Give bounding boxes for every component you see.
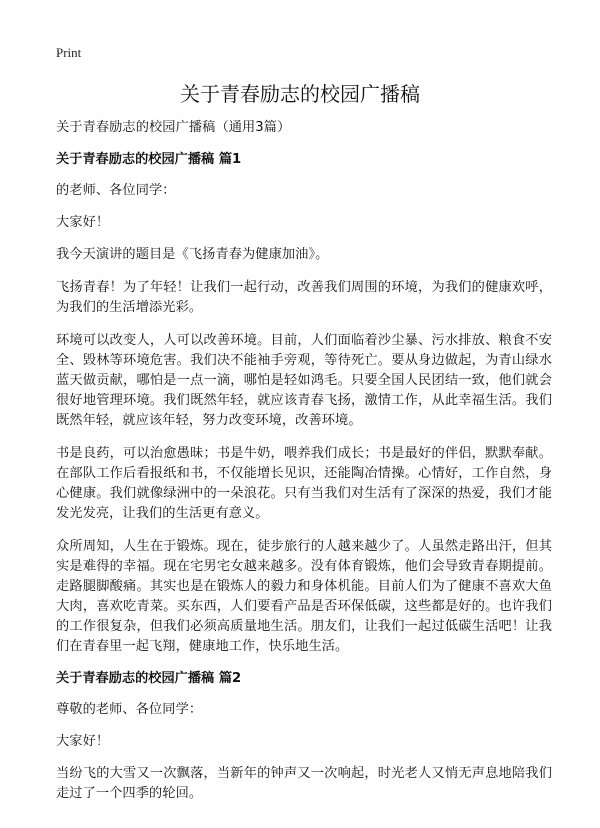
print-link[interactable]: Print — [56, 45, 82, 60]
page-title: 关于青春励志的校园广播稿 — [180, 82, 420, 106]
document-subtitle: 关于青春励志的校园广播稿（通用3篇） — [56, 120, 291, 135]
paragraph: 尊敬的老师、各位同学： — [56, 702, 203, 717]
paragraph: 环境可以改变人，人可以改善环境。目前，人们面临着沙尘暴、污水排放、粮食不安全、毁林等环境危害。我们决不能袖手旁观，等待死亡。要从身边做起，为青山绿水蓝天做贡献，哪怕是一点一滴，哪怕是轻如鸿毛。只要全国人民团结一致，他们就会很好地管理环境。我们既然年轻，就应该青春飞扬，激情工作，从此幸福生活。我们既然年轻，就应该年轻，努力改变环境，改善环境。 — [56, 333, 552, 428]
paragraph: 当纷飞的大雪又一次飘落，当新年的钟声又一次响起，时光老人又悄无声息地陪我们走过了一个四季的轮回。 — [56, 766, 552, 801]
paragraph: 飞扬青春！为了年轻！让我们一起行动，改善我们周围的环境，为我们的健康欢呼，为我们的生活增添光彩。 — [56, 280, 552, 315]
paragraph: 我今天演讲的题目是《飞扬青春为健康加油》。 — [56, 247, 329, 262]
paragraph: 的老师、各位同学： — [56, 183, 176, 198]
paragraph: 大家好！ — [56, 734, 110, 749]
document-body — [56, 118, 552, 804]
paragraph: 书是良药，可以治愈愚昧；书是牛奶，喂养我们成长；书是最好的伴侣，默默奉献。在部队工作后看报纸和书，不仅能增长见识，还能陶冶情操。心情好，工作自然，身心健康。我们就像绿洲中的一朵浪花。只有当我们对生活有了深深的热爱，我们才能发光发亮，让我们的生活更有意义。 — [56, 446, 552, 521]
paragraph: 大家好！ — [56, 215, 110, 230]
paragraph: 众所周知，人生在于锻炼。现在，徒步旅行的人越来越少了。人虽然走路出汗，但其实是难得的幸福。现在宅男宅女越来越多。没有体育锻炼，他们会导致青春期提前。走路腿脚酸痛。其实也是在锻炼人的毅力和身体机能。目前人们为了健康不喜欢大鱼大肉，喜欢吃青菜。买东西，人们要看产品是否环保低碳，这些都是好的。也许我们的工作很复杂，但我们必须高质量地生活。朋友们，让我们一起过低碳生活吧！让我们在青春里一起飞翔，健康地工作，快乐地生活。 — [56, 539, 552, 654]
section-heading: 关于青春励志的校园广播稿 篇1 — [56, 152, 242, 167]
section-heading: 关于青春励志的校园广播稿 篇2 — [56, 671, 242, 686]
